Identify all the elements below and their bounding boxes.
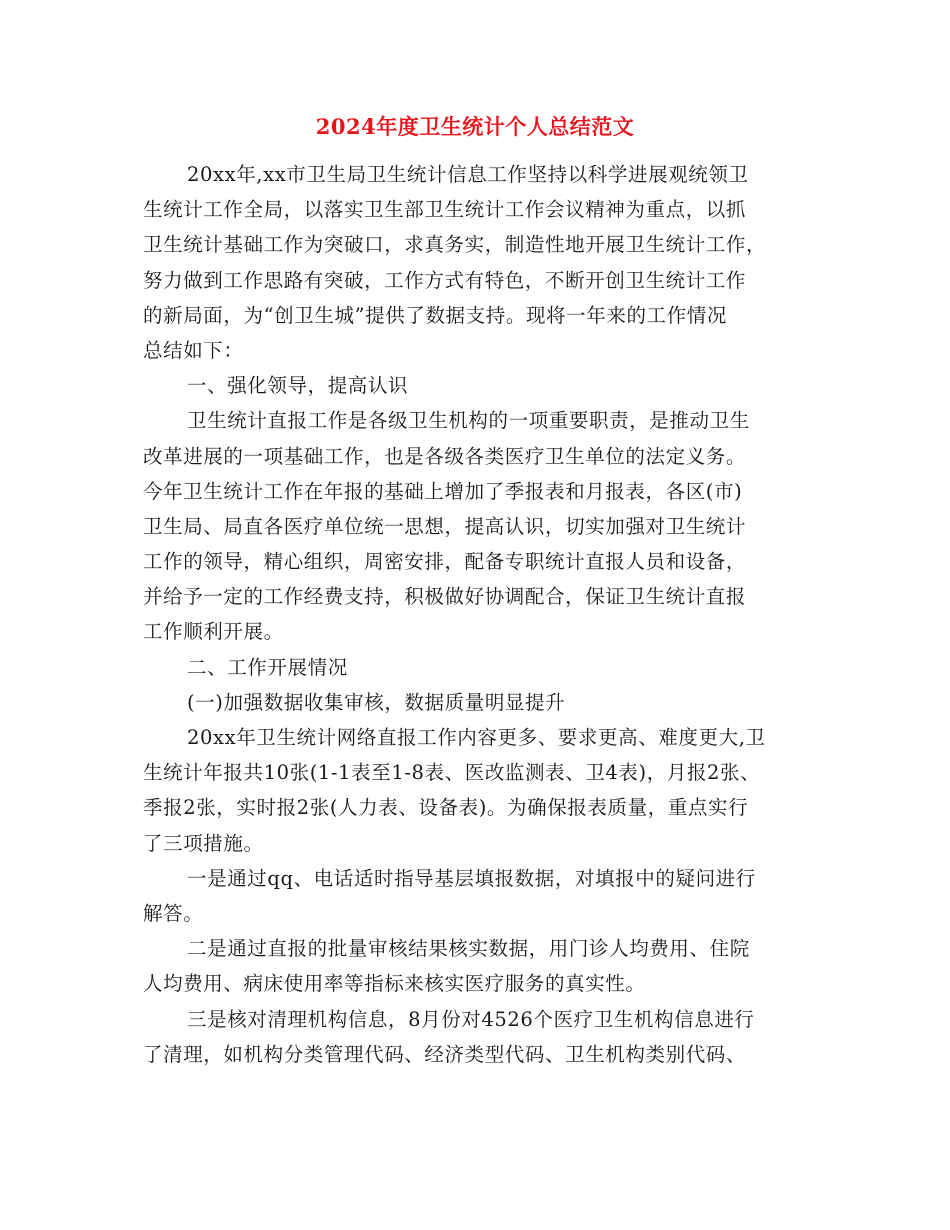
paragraph-line: 并给予一定的工作经费支持，积极做好协调配合，保证卫生统计直报	[143, 585, 747, 609]
document-title: 2024年度卫生统计个人总结范文	[315, 114, 635, 139]
paragraph-first-line: 20xx年卫生统计网络直报工作内容更多、要求更高、难度更大,卫	[187, 726, 766, 749]
paragraph-line: 生统计工作全局，以落实卫生部卫生统计工作会议精神为重点，以抓	[143, 198, 747, 222]
paragraph-line: 总结如下：	[143, 338, 244, 362]
paragraph-line: 卫生统计基础工作为突破口，求真务实，制造性地开展卫生统计工作，	[143, 233, 767, 257]
paragraph-first-line: 三是核对清理机构信息，8月份对4526个医疗卫生机构信息进行	[187, 1007, 755, 1031]
paragraph-first-line: 一、强化领导，提高认识	[187, 374, 409, 398]
paragraph-line: 工作的领导，精心组织，周密安排，配备专职统计直报人员和设备，	[143, 550, 747, 574]
paragraph-line: 的新局面，为“创卫生城”提供了数据支持。现将一年来的工作情况	[143, 303, 727, 327]
paragraph-line: 了三项措施。	[143, 831, 264, 855]
paragraph-line: 改革进展的一项基础工作，也是各级各类医疗卫生单位的法定义务。	[143, 444, 747, 468]
paragraph-line: 卫生局、局直各医疗单位统一思想，提高认识，切实加强对卫生统计	[143, 514, 747, 538]
paragraph-line: 解答。	[143, 901, 204, 925]
paragraph-line: 生统计年报共10张(1-1表至1-8表、医改监测表、卫4表)，月报2张、	[143, 761, 761, 785]
paragraph-first-line: 卫生统计直报工作是各级卫生机构的一项重要职责，是推动卫生	[187, 409, 750, 433]
paragraph-line: 了清理，如机构分类管理代码、经济类型代码、卫生机构类别代码、	[143, 1042, 747, 1066]
paragraph-first-line: 20xx年,xx市卫生局卫生统计信息工作坚持以科学进展观统领卫	[187, 163, 749, 186]
paragraph-first-line: 一是通过qq、电话适时指导基层填报数据，对填报中的疑问进行	[187, 866, 756, 890]
paragraph-line: 人均费用、病床使用率等指标来核实医疗服务的真实性。	[143, 972, 646, 996]
paragraph-first-line: 二、工作开展情况	[187, 655, 348, 679]
document-body	[143, 157, 823, 1072]
paragraph-first-line: 二是通过直报的批量审核结果核实数据，用门诊人均费用、住院	[187, 937, 750, 961]
paragraph-line: 努力做到工作思路有突破，工作方式有特色，不断开创卫生统计工作	[143, 268, 747, 292]
paragraph-line: 工作顺利开展。	[143, 620, 284, 644]
paragraph-line: 今年卫生统计工作在年报的基础上增加了季报表和月报表，各区(市)	[143, 479, 743, 503]
paragraph-line: 季报2张，实时报2张(人力表、设备表)。为确保报表质量，重点实行	[143, 796, 749, 820]
paragraph-first-line: (一)加强数据收集审核，数据质量明显提升	[187, 690, 566, 714]
